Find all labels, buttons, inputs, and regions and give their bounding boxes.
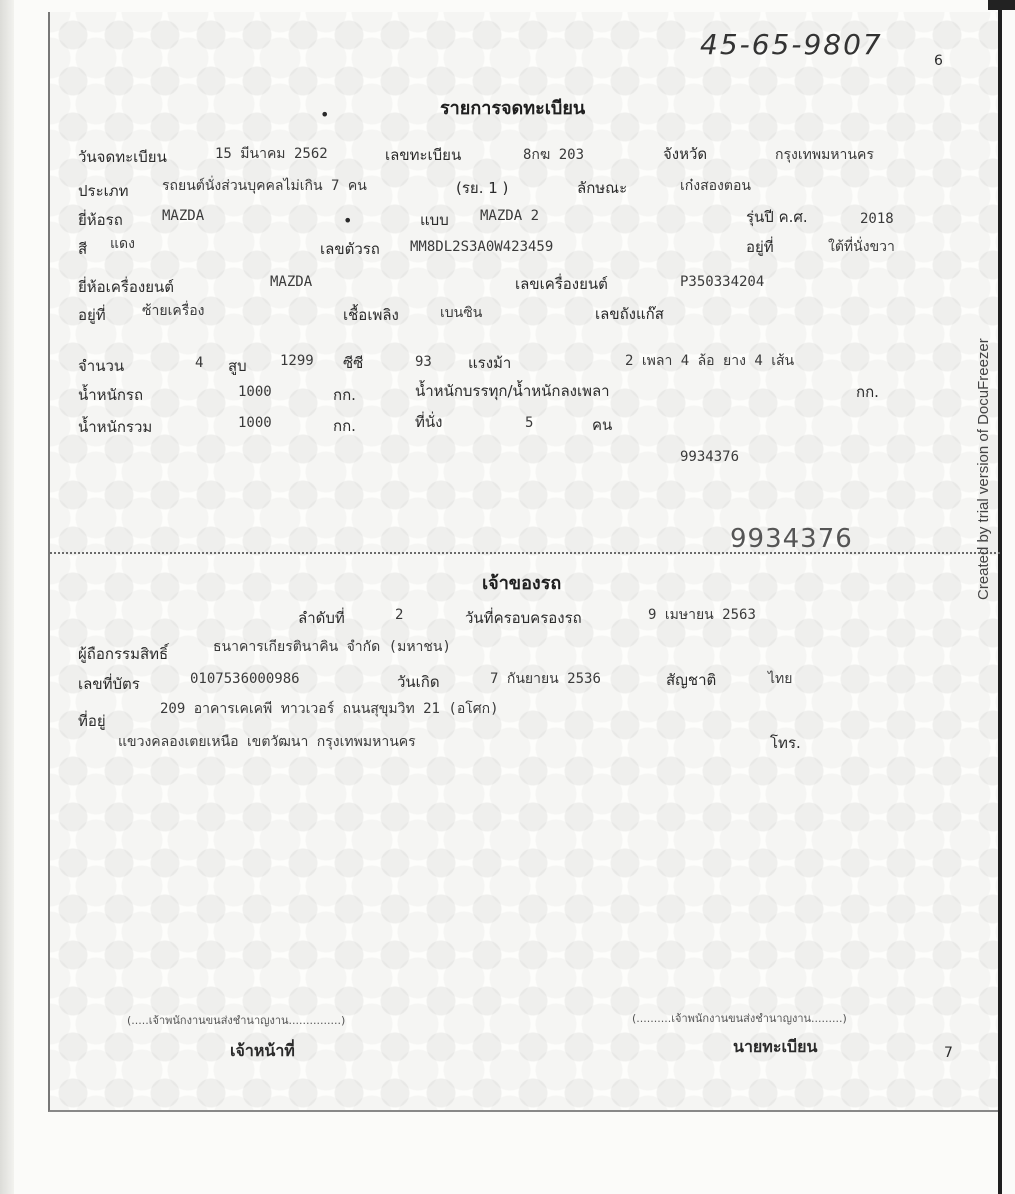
- type-code: (รย. 1 ): [456, 179, 509, 197]
- load-label: น้ำหนักบรรทุก/น้ำหนักลงเพลา: [415, 382, 610, 400]
- province-label: จังหวัด: [663, 145, 708, 163]
- seq-value: 2: [395, 607, 404, 623]
- bullet-dot-2: •: [343, 211, 353, 230]
- chassis-value: MM8DL2S3A0W423459: [410, 239, 554, 255]
- left-signature-line: (.....เจ้าพนักงานขนส่งชำนาญงาน...............): [127, 1014, 346, 1027]
- date-label: วันจดทะเบียน: [78, 148, 167, 166]
- style-label: ลักษณะ: [577, 179, 628, 197]
- weight-value: 1000: [238, 384, 272, 400]
- poss-date-label: วันที่ครอบครองรถ: [465, 609, 582, 627]
- ref-no-big: 9934376: [730, 524, 853, 554]
- engine-brand-label: ยี่ห้อเครื่องยนต์: [78, 278, 175, 296]
- chassis-loc-label: อยู่ที่: [746, 238, 774, 256]
- nationality-value: ไทย: [768, 671, 793, 687]
- axle-value: 2 เพลา 4 ล้อ ยาง 4 เส้น: [625, 353, 795, 369]
- phone-label: โทร.: [770, 734, 801, 752]
- scan-left-edge: [0, 0, 14, 1194]
- ref-no: 9934376: [680, 449, 740, 465]
- chassis-loc-value: ใต้ที่นั่งขวา: [828, 239, 895, 255]
- reg-no-label: เลขทะเบียน: [385, 146, 462, 164]
- birth-label: วันเกิด: [397, 673, 440, 691]
- holder-value: ธนาคารเกียรตินาคิน จำกัด (มหาชน): [213, 639, 451, 655]
- brand-label: ยี่ห้อรถ: [78, 211, 123, 229]
- model-value: MAZDA 2: [480, 208, 540, 224]
- style-value: เก๋งสองตอน: [680, 178, 751, 194]
- seq-label: ลำดับที่: [298, 609, 345, 627]
- province-value: กรุงเทพมหานคร: [775, 147, 874, 163]
- year-label: รุ่นปี ค.ศ.: [746, 208, 808, 226]
- bullet-dot: •: [320, 105, 330, 124]
- cyl-label: จำนวน: [78, 357, 125, 375]
- id-value: 0107536000986: [190, 671, 300, 687]
- top-page-mark: 6: [934, 53, 943, 69]
- engine-loc-label: อยู่ที่: [78, 306, 106, 324]
- nationality-label: สัญชาติ: [666, 671, 717, 689]
- right-signature-line: (..........เจ้าพนักงานขนส่งชำนาญงาน.........): [632, 1012, 847, 1025]
- address-label: ที่อยู่: [78, 712, 106, 730]
- reg-no-value: 8กฆ 203: [523, 147, 585, 163]
- left-signature-title: เจ้าหน้าที่: [230, 1041, 295, 1060]
- weight-unit: กก.: [333, 386, 356, 404]
- holder-label: ผู้ถือกรรมสิทธิ์: [78, 645, 169, 663]
- seats-label: ที่นั่ง: [415, 413, 443, 431]
- model-label: แบบ: [420, 211, 449, 229]
- brand-value: MAZDA: [162, 208, 205, 224]
- id-label: เลขที่บัตร: [78, 675, 140, 693]
- page-number: 7: [944, 1045, 953, 1061]
- hp-unit: แรงม้า: [468, 354, 512, 372]
- engine-no-label: เลขเครื่องยนต์: [515, 275, 608, 293]
- fuel-value: เบนซิน: [440, 305, 483, 321]
- right-signature-title: นายทะเบียน: [733, 1037, 818, 1056]
- section-divider: [50, 552, 1000, 554]
- weight-label: น้ำหนักรถ: [78, 386, 144, 404]
- watermark-text: Created by trial version of DocuFreezer: [975, 338, 992, 600]
- cyl-value: 4: [195, 355, 204, 371]
- address-line2: แขวงคลองเตยเหนือ เขตวัฒนา กรุงเทพมหานคร: [118, 734, 416, 750]
- cc-value: 1299: [280, 353, 314, 369]
- gas-tank-label: เลขถังแก๊ส: [595, 305, 664, 323]
- type-value: รถยนต์นั่งส่วนบุคคลไม่เกิน 7 คน: [162, 178, 367, 194]
- load-unit: กก.: [856, 383, 879, 401]
- engine-loc-value: ซ้ายเครื่อง: [142, 303, 205, 319]
- date-value: 15 มีนาคม 2562: [215, 146, 328, 162]
- scan-corner: [988, 0, 1015, 10]
- handwritten-number: 45-65-9807: [700, 28, 883, 61]
- year-value: 2018: [860, 211, 894, 227]
- chassis-label: เลขตัวรถ: [320, 240, 380, 258]
- type-label: ประเภท: [78, 182, 129, 200]
- gross-value: 1000: [238, 415, 272, 431]
- seats-value: 5: [525, 415, 534, 431]
- address-line1: 209 อาคารเคเคพี ทาวเวอร์ ถนนสุขุมวิท 21 (อโศก): [160, 701, 499, 717]
- owner-heading: เจ้าของรถ: [482, 573, 562, 594]
- engine-no-value: P350334204: [680, 274, 765, 290]
- scan-right-edge: [998, 0, 1002, 1194]
- registration-heading: รายการจดทะเบียน: [440, 98, 586, 119]
- cyl-unit: สูบ: [228, 357, 247, 375]
- hp-value: 93: [415, 354, 432, 370]
- cc-unit: ซีซี: [343, 354, 364, 372]
- fuel-label: เชื้อเพลิง: [343, 306, 399, 324]
- color-label: สี: [78, 240, 88, 258]
- gross-unit: กก.: [333, 417, 356, 435]
- color-value: แดง: [110, 236, 135, 252]
- gross-label: น้ำหนักรวม: [78, 418, 153, 436]
- engine-brand-value: MAZDA: [270, 274, 313, 290]
- birth-value: 7 กันยายน 2536: [490, 671, 601, 687]
- poss-date-value: 9 เมษายน 2563: [648, 607, 756, 623]
- seats-unit: คน: [592, 416, 613, 434]
